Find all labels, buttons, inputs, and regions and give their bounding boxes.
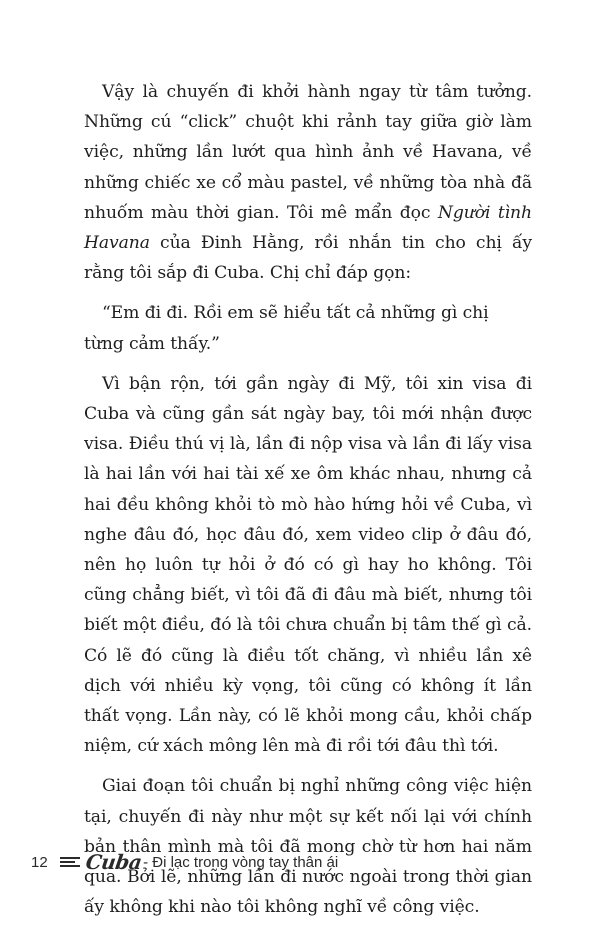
page-body <box>84 77 532 932</box>
paragraph-3-text: Vì bận rộn, tới gần ngày đi Mỹ, tôi xin visa đi Cuba và cũng gần sát ngày bay, tôi mới nhận được visa. Điều thú vị là, lần đi nộp visa và lần đi lấy visa là hai lần với hai tài xế xe ôm khác nhau, nhưng cả hai đều không khỏi tò mò hào hứng hỏi về Cuba, vì nghe đâu đó, học đâu đó, xem video clip ở đâu đó, nên họ luôn tự hỏi ở đó có gì hay ho không. Tôi cũng chẳng biết, vì tôi đã đi đâu mà biết, nhưng tôi biết một điều, đó là tôi chưa chuẩn bị tâm thế gì cả. Có lẽ đó cũng là điều tốt chăng, vì nhiều lần xê dịch với nhiều kỳ vọng, tôi cũng có không ít lần thất vọng. Lần này, có lẽ khỏi mong cầu, khỏi chấp niệm, cứ xách mông lên mà đi rồi tới đâu thì tới. <box>84 373 532 757</box>
paragraph-2-quote <box>84 298 532 358</box>
paragraph-1-text-b: của Đinh Hằng, rồi nhắn tin cho chị ấy rằng tôi sắp đi Cuba. Chị chỉ đáp gọn: <box>84 233 532 284</box>
paragraph-4 <box>84 771 532 922</box>
paragraph-3 <box>84 369 532 762</box>
page-number: 12 <box>31 853 48 871</box>
menu-bars-icon <box>60 855 80 868</box>
cuba-logo: Cuba <box>84 850 143 874</box>
quote-text: “Em đi đi. Rồi em sẽ hiểu tất cả những gì chị từng cảm thấy.” <box>84 303 489 354</box>
paragraph-1-text-a: Vậy là chuyến đi khởi hành ngay từ tâm tưởng. Những cú “click” chuột khi rảnh tay giữa giờ làm việc, những lần lướt qua hình ảnh về Havana, về những chiếc xe cổ màu pastel, về những tòa nhà đã nhuốm màu thời gian. Tôi mê mẩn đọc <box>84 82 532 223</box>
running-book-title: - Đi lạc trong vòng tay thân ái <box>143 853 339 871</box>
page-footer <box>31 849 338 875</box>
book-title-reference: Người tình Havana <box>84 202 532 254</box>
paragraph-1 <box>84 77 532 288</box>
paragraph-4-text: Giai đoạn tôi chuẩn bị nghỉ những công việc hiện tại, chuyến đi này như một sự kết nối lại với chính bản thân mình mà tôi đã mong chờ từ hơn hai năm qua. Bởi lẽ, những lần đi nước ngoài trong thời gian ấy không khi nào tôi không nghĩ về công việc. <box>84 776 532 918</box>
